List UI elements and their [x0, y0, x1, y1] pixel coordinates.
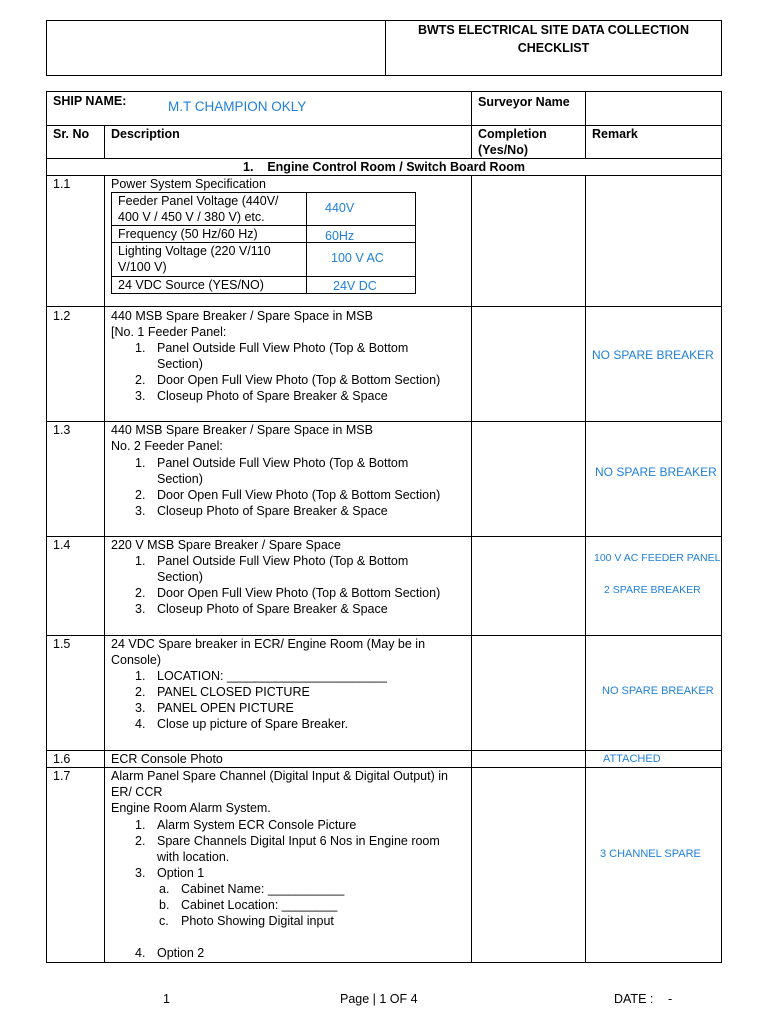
photo-list-1-5: 1. LOCATION: _______________________ 2. PANEL CLOSED PICTURE 3. PANEL OPEN PICTURE 4. Close up picture of Spare Breaker. [135, 669, 387, 731]
column-header-description: Description [111, 127, 180, 141]
remark-1-2: NO SPARE BREAKER [592, 348, 714, 362]
doc-title-line2: CHECKLIST [517, 41, 590, 55]
remark-1-5: NO SPARE BREAKER [602, 685, 714, 697]
spec-label-frequency: Frequency (50 Hz/60 Hz) [118, 227, 258, 241]
column-header-completion [478, 126, 547, 158]
row-description-1-2: 440 MSB Spare Breaker / Spare Space in MSB [No. 1 Feeder Panel: [111, 309, 373, 339]
row-number-1-5: 1.5 [53, 637, 71, 651]
column-header-sr-no: Sr. No [53, 127, 90, 141]
row-number-1-6: 1.6 [53, 752, 71, 766]
surveyor-name-label: Surveyor Name [478, 95, 570, 109]
row-description-1-4: 220 V MSB Spare Breaker / Spare Space [111, 538, 341, 552]
photo-list-1-3: 1. Panel Outside Full View Photo (Top & Bottom Section) 2. Door Open Full View Photo (Top & Bottom Section) 3. Closeup Photo of Spare Breaker & Space [135, 456, 441, 518]
row-number-1-1: 1.1 [53, 177, 71, 191]
row-description-1-7: Alarm Panel Spare Channel (Digital Input & Digital Output) in ER/ CCR Engine Room Alarm System. [111, 769, 448, 815]
row-title-1-1: Power System Specification [111, 177, 266, 191]
footer-page-indicator: Page | 1 OF 4 [340, 992, 418, 1006]
spec-value-frequency: 60Hz [325, 229, 355, 243]
spec-value-feeder-voltage: 440V [325, 201, 355, 215]
row-number-1-7: 1.7 [53, 769, 71, 783]
remark-1-3: NO SPARE BREAKER [595, 465, 717, 479]
spec-value-24vdc-source: 24V DC [333, 279, 377, 293]
remark-1-6: ATTACHED [603, 753, 661, 765]
row-number-1-3: 1.3 [53, 423, 71, 437]
spec-value-lighting-voltage: 100 V AC [331, 251, 384, 265]
footer-date-value: - [668, 992, 673, 1006]
photo-list-1-4: 1. Panel Outside Full View Photo (Top & Bottom Section) 2. Door Open Full View Photo (Top & Bottom Section) 3. Closeup Photo of Spare Breaker & Space [135, 554, 441, 616]
spec-label-feeder-voltage: Feeder Panel Voltage (440V/ 400 V / 450 V / 380 V) etc. [118, 194, 279, 224]
column-header-completion-line1: Completion [478, 127, 547, 141]
row-description-1-3: 440 MSB Spare Breaker / Spare Space in MSB No. 2 Feeder Panel: [111, 423, 373, 453]
checklist-1-7: 1. Alarm System ECR Console Picture 2. Spare Channels Digital Input 6 Nos in Engine room with location. 3. Option 1 a. Cabinet Name: ___________ b. Cabinet Location: ________ c. Photo Showing Digital input 4. Option 2 [135, 818, 440, 960]
remark-1-4-line2: 2 SPARE BREAKER [604, 584, 701, 596]
ship-name-label: SHIP NAME: [53, 94, 127, 108]
photo-list-1-2: 1. Panel Outside Full View Photo (Top & Bottom Section) 2. Door Open Full View Photo (Top & Bottom Section) 3. Closeup Photo of Spare Breaker & Space [135, 341, 441, 403]
row-description-1-5: 24 VDC Spare breaker in ECR/ Engine Room (May be in Console) [111, 637, 426, 667]
row-description-1-6: ECR Console Photo [111, 752, 223, 766]
remark-1-4-line1: 100 V AC FEEDER PANEL [594, 552, 721, 564]
doc-title-line1: BWTS ELECTRICAL SITE DATA COLLECTION [417, 23, 690, 37]
remark-1-7: 3 CHANNEL SPARE [600, 848, 701, 860]
column-header-completion-line2: (Yes/No) [478, 143, 529, 157]
spec-label-lighting-voltage: Lighting Voltage (220 V/110 V/100 V) [118, 244, 271, 274]
row-number-1-2: 1.2 [53, 309, 71, 323]
footer-date-label: DATE : [614, 992, 654, 1006]
ship-name-value: M.T CHAMPION OKLY [168, 99, 307, 114]
section-heading-1: 1. Engine Control Room / Switch Board Room [243, 160, 525, 174]
column-header-remark: Remark [592, 127, 638, 141]
footer-page-number: 1 [163, 992, 170, 1006]
row-number-1-4: 1.4 [53, 538, 71, 552]
spec-label-24vdc-source: 24 VDC Source (YES/NO) [118, 278, 264, 292]
